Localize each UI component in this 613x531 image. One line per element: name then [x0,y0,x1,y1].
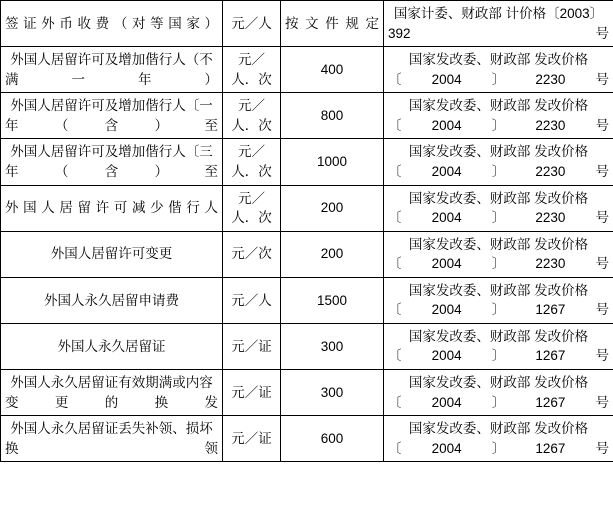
fee-unit: 元／次 [223,231,281,277]
fee-legal-basis: 国家计委、财政部 计价格〔2003〕392号 [384,1,613,47]
fee-item-name: 外国人永久居留申请费 [1,277,223,323]
fee-item-name: 外国人永久居留证有效期满或内容变更的换发 [1,370,223,416]
fee-legal-basis: 国家发改委、财政部 发改价格〔2004〕2230号 [384,231,613,277]
fee-price: 600 [281,416,384,462]
fee-item-name: 外国人居留许可变更 [1,231,223,277]
fee-unit: 元／人 [223,277,281,323]
fee-legal-basis: 国家发改委、财政部 发改价格〔2004〕2230号 [384,93,613,139]
table-row [1,185,613,231]
fee-price: 300 [281,370,384,416]
table-row [1,139,613,185]
fee-price: 400 [281,47,384,93]
fee-legal-basis: 国家发改委、财政部 发改价格〔2004〕1267号 [384,416,613,462]
fee-legal-basis: 国家发改委、财政部 发改价格〔2004〕2230号 [384,47,613,93]
fee-price: 1000 [281,139,384,185]
table-row [1,1,613,47]
fee-legal-basis: 国家发改委、财政部 发改价格〔2004〕2230号 [384,185,613,231]
fee-legal-basis: 国家发改委、财政部 发改价格〔2004〕2230号 [384,139,613,185]
fee-unit: 元／人．次 [223,185,281,231]
fee-unit: 元／人．次 [223,139,281,185]
fee-table-body [1,1,613,462]
fee-price: 按文件规定 [281,1,384,47]
fee-unit: 元／证 [223,323,281,369]
fee-unit: 元／人 [223,1,281,47]
fee-price: 300 [281,323,384,369]
table-row [1,47,613,93]
table-row [1,231,613,277]
fee-price: 200 [281,185,384,231]
fee-unit: 元／人．次 [223,47,281,93]
fee-item-name: 签证外币收费（对等国家） [1,1,223,47]
fee-unit: 元／证 [223,370,281,416]
fee-item-name: 外国人永久居留证 [1,323,223,369]
table-row [1,93,613,139]
fee-item-name: 外国人居留许可减少偕行人 [1,185,223,231]
fee-price: 1500 [281,277,384,323]
table-row [1,416,613,462]
fee-item-name: 外国人居留许可及增加偕行人〔三年（含）至 [1,139,223,185]
fee-item-name: 外国人居留许可及增加偕行人〔一年（含）至 [1,93,223,139]
fee-legal-basis: 国家发改委、财政部 发改价格〔2004〕1267号 [384,323,613,369]
fee-item-name: 外国人永久居留证丢失补领、损坏换领 [1,416,223,462]
fee-unit: 元／证 [223,416,281,462]
fee-unit: 元／人．次 [223,93,281,139]
fee-legal-basis: 国家发改委、财政部 发改价格〔2004〕1267号 [384,370,613,416]
fee-price: 800 [281,93,384,139]
fee-price: 200 [281,231,384,277]
table-row [1,323,613,369]
fee-legal-basis: 国家发改委、财政部 发改价格〔2004〕1267号 [384,277,613,323]
fee-item-name: 外国人居留许可及增加偕行人（不满一年） [1,47,223,93]
table-row [1,370,613,416]
table-row [1,277,613,323]
